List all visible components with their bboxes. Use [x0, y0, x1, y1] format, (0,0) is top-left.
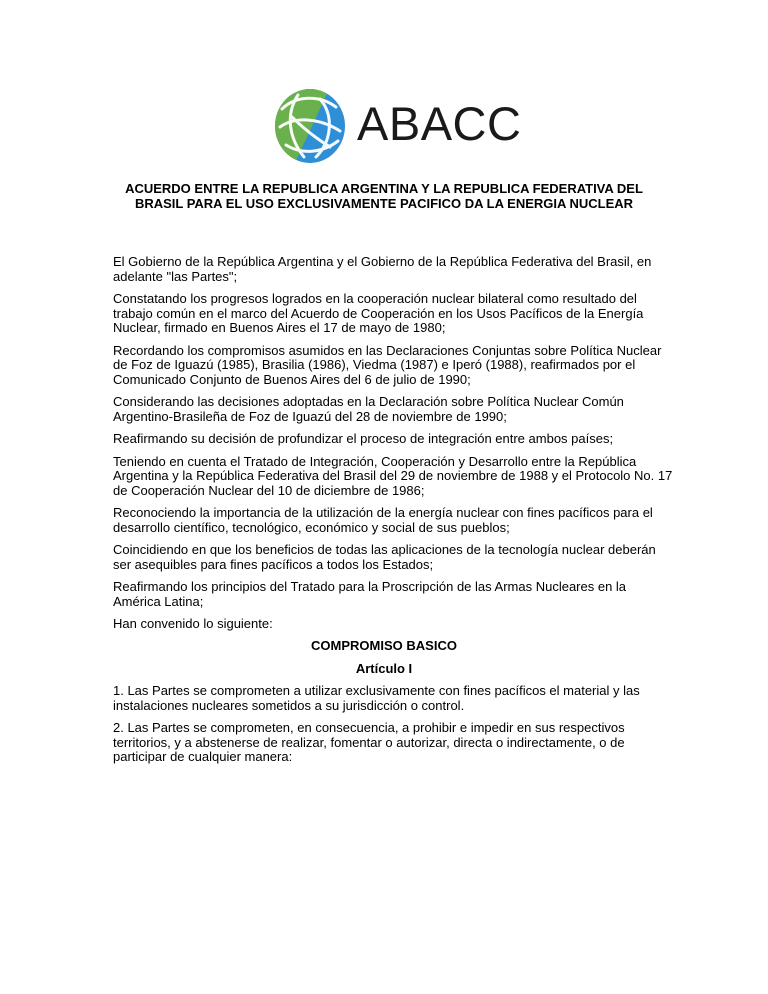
text-line: Considerando las decisiones adoptadas en la Declaración sobre Política Nuclear Común	[113, 394, 624, 410]
text-line: ser asequibles para fines pacíficos a todos los Estados;	[113, 556, 434, 572]
text-line: Nuclear, firmado en Buenos Aires el 17 de mayo de 1980;	[113, 320, 446, 336]
text-line: trabajo común en el marco del Acuerdo de Cooperación en los Usos Pacíficos de la Energía	[113, 305, 644, 321]
preamble-paragraph	[113, 432, 673, 447]
text-line: Recordando los compromisos asumidos en las Declaraciones Conjuntas sobre Política Nuclear	[113, 342, 662, 358]
text-line: 2. Las Partes se comprometen, en consecuencia, a prohibir e impedir en sus respectivos	[113, 720, 625, 736]
article-heading: Artículo I	[355, 660, 413, 676]
text-line: de Cooperación Nuclear del 10 de diciembre de 1986;	[113, 482, 425, 498]
preamble-paragraph	[113, 580, 673, 609]
text-line: Reafirmando su decisión de profundizar el proceso de integración entre ambos países;	[113, 431, 614, 447]
section-heading: COMPROMISO BASICO	[311, 638, 457, 654]
text-line: instalaciones nucleares sometidos a su jurisdicción o control.	[113, 697, 465, 713]
text-line: Han convenido lo siguiente:	[113, 616, 273, 632]
text-line: de Foz de Iguazú (1985), Brasilia (1986), Viedma (1987) e Iperó (1988), reafirmados por el	[113, 357, 636, 373]
text-line: Teniendo en cuenta el Tratado de Integración, Cooperación y Desarrollo entre la República	[113, 453, 637, 469]
text-line: participar de cualquier manera:	[113, 749, 293, 765]
preamble-paragraph	[113, 344, 673, 388]
text-line: adelante "las Partes";	[113, 268, 238, 284]
preamble-paragraph	[113, 292, 673, 336]
document-title	[100, 181, 668, 211]
preamble-paragraph	[113, 543, 673, 572]
text-line: Reafirmando los principios del Tratado para la Proscripción de las Armas Nucleares en la	[113, 579, 627, 595]
text-line: territorios, y a abstenerse de realizar, fomentar o autorizar, directa o indirectamente, o de	[113, 734, 625, 750]
title-line: ACUERDO ENTRE LA REPUBLICA ARGENTINA Y LA REPUBLICA FEDERATIVA DEL	[125, 181, 643, 196]
title-line: BRASIL PARA EL USO EXCLUSIVAMENTE PACIFICO DA LA ENERGIA NUCLEAR	[134, 196, 634, 211]
globe-icon	[274, 87, 348, 165]
text-line: Argentina y la República Federativa del Brasil del 29 de noviembre de 1988 y el Protocolo No. 17	[113, 468, 673, 484]
text-line: El Gobierno de la República Argentina y el Gobierno de la República Federativa del Brasil, en	[113, 254, 652, 269]
preamble-paragraph	[113, 617, 673, 632]
text-line: América Latina;	[113, 593, 204, 609]
article-item	[113, 721, 673, 765]
preamble-paragraph	[113, 395, 673, 424]
text-line: Comunicado Conjunto de Buenos Aires del 6 de julio de 1990;	[113, 371, 471, 387]
document-body	[113, 255, 673, 773]
preamble-paragraph	[113, 255, 673, 284]
abacc-logo	[274, 87, 522, 165]
preamble-paragraph	[113, 506, 673, 535]
preamble-paragraph	[113, 455, 673, 499]
text-line: Reconociendo la importancia de la utilización de la energía nuclear con fines pacíficos para el	[113, 505, 653, 521]
text-line: Constatando los progresos logrados en la cooperación nuclear bilateral como resultado del	[113, 290, 637, 306]
logo-text: ABACC	[357, 97, 522, 150]
text-line: 1. Las Partes se comprometen a utilizar exclusivamente con fines pacíficos el material y las	[113, 683, 640, 699]
article-item	[113, 684, 673, 713]
text-line: Coincidiendo en que los beneficios de todas las aplicaciones de la tecnología nuclear deberán	[113, 542, 656, 558]
text-line: Argentino-Brasileña de Foz de Iguazú del 28 de noviembre de 1990;	[113, 408, 507, 424]
text-line: desarrollo científico, tecnológico, económico y social de sus pueblos;	[113, 519, 510, 535]
